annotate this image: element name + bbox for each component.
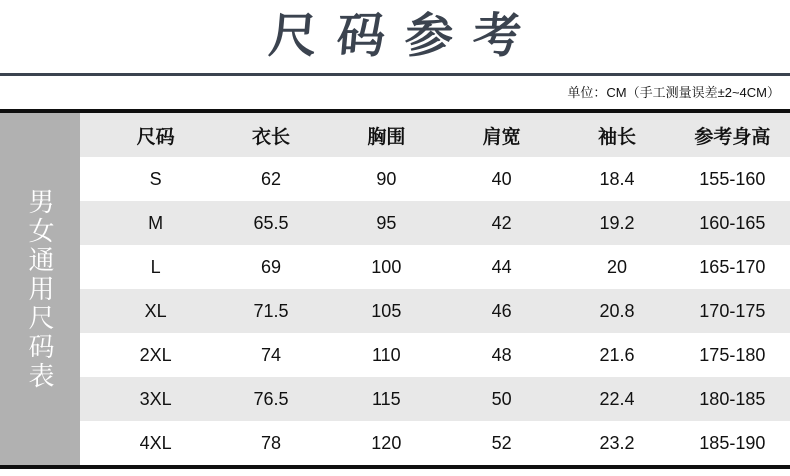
table-cell: 105 <box>371 300 402 321</box>
table-cell: 115 <box>371 388 401 409</box>
table-row <box>80 333 790 377</box>
table-cell: 76.5 <box>253 388 289 409</box>
header-cell: 尺码 <box>136 126 175 148</box>
table-cell: 90 <box>376 168 397 189</box>
table-cell: 71.5 <box>253 300 289 321</box>
table-area <box>80 113 790 465</box>
size-chart-table <box>0 109 790 469</box>
size-cell: 2XL <box>139 344 172 365</box>
unit-note: 单位：CM（手工测量误差±2~4CM） <box>567 85 780 100</box>
table-row <box>80 245 790 289</box>
table-body <box>80 157 790 465</box>
table-cell: 22.4 <box>599 388 635 409</box>
table-cell: 170-175 <box>699 300 766 321</box>
table-row <box>80 157 790 201</box>
table-cell: 23.2 <box>599 432 635 453</box>
table-cell: 20.8 <box>599 300 635 321</box>
header-cell: 衣长 <box>251 126 290 148</box>
table-cell: 19.2 <box>599 212 635 233</box>
header-cell: 参考身高 <box>694 126 771 148</box>
table-cell: 185-190 <box>699 432 766 453</box>
table-cell: 20 <box>606 256 627 277</box>
table-cell: 50 <box>491 388 512 409</box>
table-cell: 69 <box>260 256 281 277</box>
table-cell: 110 <box>371 344 401 365</box>
table-cell: 48 <box>491 344 512 365</box>
size-cell: S <box>149 168 162 189</box>
header-cell: 肩宽 <box>482 126 521 148</box>
table-cell: 78 <box>260 432 281 453</box>
table-cell: 42 <box>491 212 512 233</box>
header-cell: 胸围 <box>367 126 406 148</box>
size-cell: 4XL <box>139 432 172 453</box>
table-cell: 180-185 <box>699 388 766 409</box>
table-cell: 21.6 <box>599 344 635 365</box>
page-title: 尺码参考 <box>266 10 544 63</box>
table-cell: 175-180 <box>699 344 766 365</box>
table-cell: 95 <box>376 212 397 233</box>
table-cell: 100 <box>371 256 402 277</box>
table-cell: 155-160 <box>699 168 766 189</box>
table-cell: 40 <box>491 168 512 189</box>
table-cell: 46 <box>491 300 512 321</box>
table-cell: 65.5 <box>253 212 289 233</box>
table-cell: 120 <box>371 432 402 453</box>
table-cell: 44 <box>491 256 512 277</box>
title-divider <box>0 73 790 76</box>
size-cell: XL <box>144 300 167 321</box>
table-row <box>80 201 790 245</box>
side-label <box>0 113 80 465</box>
size-cell: 3XL <box>139 388 172 409</box>
table-cell: 18.4 <box>599 168 635 189</box>
table-cell: 52 <box>491 432 512 453</box>
table-row <box>80 377 790 421</box>
table-cell: 165-170 <box>699 256 766 277</box>
size-cell: M <box>148 212 164 233</box>
table-header-row <box>80 113 790 157</box>
table-row <box>80 421 790 465</box>
size-cell: L <box>150 256 161 277</box>
table-cell: 62 <box>260 168 281 189</box>
table-row <box>80 289 790 333</box>
side-label-text: 男女通用尺码表 <box>25 187 55 391</box>
table-cell: 74 <box>260 344 281 365</box>
header-cell: 袖长 <box>597 126 636 148</box>
table-cell: 160-165 <box>699 212 766 233</box>
